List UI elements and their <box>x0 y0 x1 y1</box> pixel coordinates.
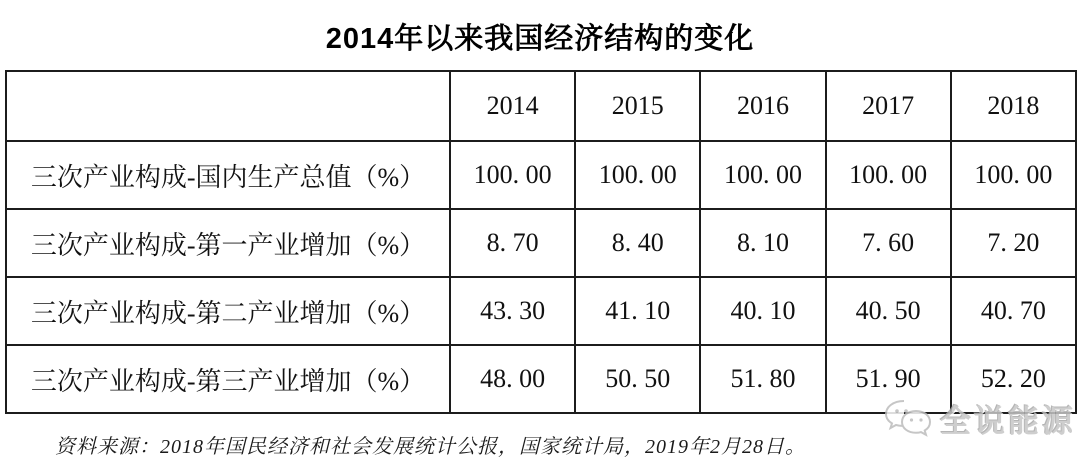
table-row-tertiary-industry <box>6 345 1076 413</box>
year-header-2014: 2014 <box>450 71 575 141</box>
cell-value: 8. 10 <box>700 209 825 277</box>
cell-value: 100. 00 <box>826 141 951 209</box>
cell-value: 50. 50 <box>575 345 700 413</box>
cell-value: 41. 10 <box>575 277 700 345</box>
cell-value: 40. 70 <box>951 277 1076 345</box>
cell-value: 51. 80 <box>700 345 825 413</box>
cell-value: 52. 20 <box>951 345 1076 413</box>
cell-value: 100. 00 <box>575 141 700 209</box>
cell-value: 7. 20 <box>951 209 1076 277</box>
page-title: 2014年以来我国经济结构的变化 <box>325 23 755 55</box>
cell-value: 40. 10 <box>700 277 825 345</box>
year-header-2018: 2018 <box>951 71 1076 141</box>
source-note: 资料来源：2018年国民经济和社会发展统计公报，国家统计局，2019年2月28日。 <box>55 436 806 458</box>
cell-value: 8. 40 <box>575 209 700 277</box>
year-header-2016: 2016 <box>700 71 825 141</box>
corner-cell <box>6 71 450 141</box>
row-label: 三次产业构成-第二产业增加（%） <box>6 277 450 345</box>
table-row-secondary-industry <box>6 277 1076 345</box>
year-header-2017: 2017 <box>826 71 951 141</box>
row-label: 三次产业构成-国内生产总值（%） <box>6 141 450 209</box>
year-header-2015: 2015 <box>575 71 700 141</box>
row-label: 三次产业构成-第三产业增加（%） <box>6 345 450 413</box>
table-row-gdp <box>6 141 1076 209</box>
cell-value: 48. 00 <box>450 345 575 413</box>
cell-value: 51. 90 <box>826 345 951 413</box>
cell-value: 40. 50 <box>826 277 951 345</box>
cell-value: 7. 60 <box>826 209 951 277</box>
watermark-label: 全说能源 <box>940 404 1076 439</box>
cell-value: 43. 30 <box>450 277 575 345</box>
economic-structure-table <box>5 70 1077 414</box>
cell-value: 100. 00 <box>951 141 1076 209</box>
row-label: 三次产业构成-第一产业增加（%） <box>6 209 450 277</box>
cell-value: 8. 70 <box>450 209 575 277</box>
cell-value: 100. 00 <box>450 141 575 209</box>
cell-value: 100. 00 <box>700 141 825 209</box>
table-row-primary-industry <box>6 209 1076 277</box>
table-header-row <box>6 71 1076 141</box>
